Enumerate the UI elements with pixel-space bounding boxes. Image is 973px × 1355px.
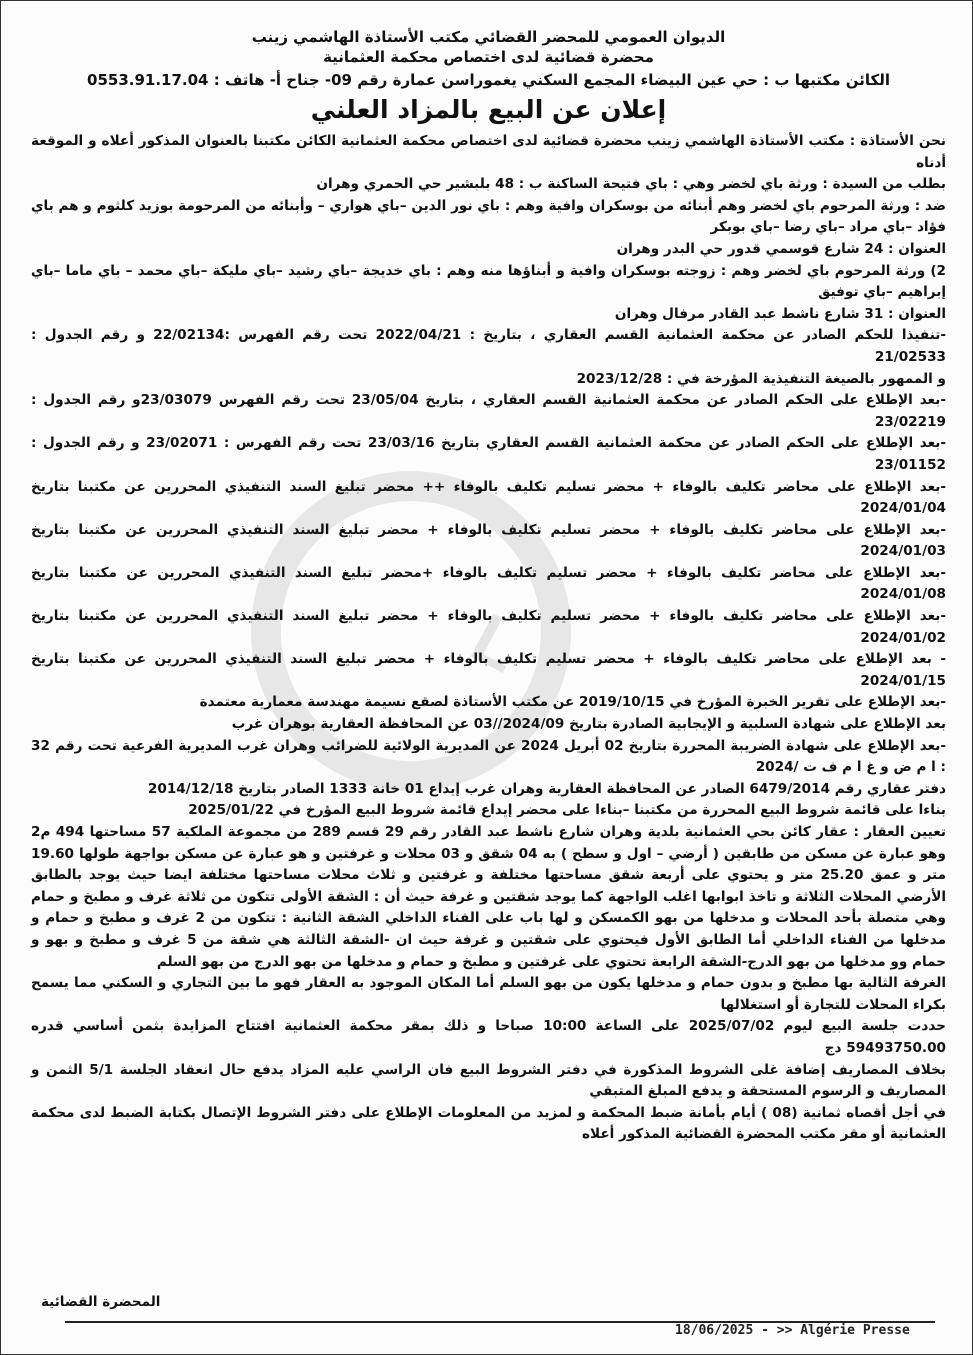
- office-address: الكائن مكتبها ب : حي عين البيضاء المجمع السكني يغموراسن عمارة رقم 09- جناح أ- هاتف : 0553.91.17.04: [87, 71, 890, 89]
- notice-paragraph: ضد : ورثة المرحوم باي لخضر وهم أبنائه من بوسكران وافية وهم : باي نور الدين –باي هواري – وأبنائه من المرحومة بوزيد كلثوم و هم باي فؤاد –باي مراد –باي رضا –باي بوبكر: [31, 197, 946, 236]
- notice-paragraph: -بعد الإطلاع على شهادة الضريبة المحررة بتاريخ 02 أبريل 2024 عن المديرية الولائية للضرائب وهران غرب المديرية الفرعية تحت رقم 32 : ا م ض و غ ا م ف ت /2024: [31, 737, 947, 776]
- notice-paragraph: الغرفة الثالية بها مطبخ و بدون حمام و مدخلها يكون من بهو السلم أما المكان الموجود به العقار فهو ما بين التجاري و السكني مما يسمح بكراء المحلات للتجارة أو استغلالها: [31, 975, 946, 1013]
- notice-content: [31, 27, 946, 1146]
- notice-paragraph: بخلاف المصاريف إضافة غلى الشروط المذكورة في دفتر الشروط البيع فان الراسي عليه المزاد يدفع حال انعقاد الجلسة 5/1 الثمن و المصاريف و الرسوم المستحقة و يدفع المبلغ المتبقي: [31, 1061, 946, 1100]
- office-name: الديوان العمومي للمحضر القضائي مكتب الأستاذة الهاشمي زينب: [251, 28, 726, 46]
- notice-paragraph: -بعد الإطلاع على محاضر تكليف بالوفاء + محضر تسليم تكليف بالوفاء + محضر تبليغ السند التنفيذي المحررين عن مكتبنا بتاريخ 2024/01/03: [31, 521, 946, 560]
- notice-paragraph: دفتر عقاري رقم 6479/2014 الصادر عن المحافظة العقارية وهران غرب إيداع 01 خانة 1333 الصادر بتاريخ 2014/12/18: [147, 780, 946, 797]
- footer-source: 18/06/2025 - >> Algérie Presse: [675, 1323, 910, 1338]
- notice-paragraph: -بعد الإطلاع على الحكم الصادر عن محكمة العثمانية القسم العقاري بتاريخ 23/03/16 تحت رقم الفهرس : 23/02071 و رقم الجدول : 23/01152: [31, 435, 946, 473]
- office-jurisdiction: محضرة قضائية لدى اختصاص محكمة العثمانية: [323, 48, 654, 66]
- watermark-logo: L: [129, 351, 854, 952]
- notice-paragraph: -بعد الإطلاع على محاضر تكليف بالوفاء + محضر تسليم تكليف بالوفاء +محضر تبليغ السند التنفيذي المحررين عن مكتبنا بتاريخ 2024/01/08: [31, 564, 946, 603]
- notice-paragraph: -بعد الإطلاع على تقرير الخبرة المؤرخ في 2019/10/15 عن مكتب الأستاذة لصقع نسيمة مهندسة معمارية معتمدة: [199, 694, 946, 711]
- notice-paragraph: تعيين العقار : عقار كائن بحي العثمانية بلدية وهران شارع ناشط عبد القادر رقم 29 قسم 289 من مجموعة الملكية 57 مساحتها 494 م2 وهو عبارة عن مسكن من طابقين ( أرضي – اول و سطح ) به 04 شقق و 03 محلات و غرفتين و هو عبارة عن مسكن بواجهة طولها 19.60 متر و عمق 25.20 متر و يحتوي على أربعة شقق مساحتها مختلفة و غرفتين و ثلاث محلات مساحتها مختلفة ايضا حيث يوجد بالطابق الأرضي المحلات الثلاثة و تاخذ ابوابها اغلب الواجهة كما يوجد شقتين و غرفة حيث أن : الشقة الأولى تتكون من ثلاثة غرف و مطبخ و حمام وهي متصلة بأحد المحلات و مدخلها من بهو الكمسكن و لها باب على الفناء الداخلي الشقة الثانية : تتكون من 2 غرف و مطبخ و حمام و مدخلها من الفناء الداخلي أما الطابق الأول فيحتوي على شقتين و غرفة حيث ان -الشقة الثالثة هي شقة من 5 غرف و مطبخ و بهو و حمام وو مدخلها من بهو الدرج-الشقة الرابعة تحتوي على غرفتين و مطبخ و حمام و مدخلها من بهو الدرج من بهو السلم: [31, 824, 947, 970]
- footer-bar: [65, 1321, 935, 1345]
- notice-paragraph: 2) ورثة المرحوم باي لخضر وهم : زوجته بوسكران وافية و أبناؤها منه وهم : باي خديجة –باي رشيد –باي مليكة –باي محمد – باي ماما –باي إبراهيم –باي توفيق: [31, 262, 946, 301]
- signature: المحضرة القضائية: [41, 1294, 161, 1310]
- notice-body: [31, 131, 946, 1146]
- notice-paragraph: بطلب من السيدة : ورثة باي لخضر وهي : باي فتيحة الساكنة ب : 48 بلبشير حي الحمري وهران: [316, 176, 946, 193]
- notice-paragraph: في أجل أقصاه ثمانية (08 ) أيام بأمانة ضبط المحكمة و لمزيد من المعلومات الإطلاع على دفتر الشروط الإتصال بكتابة الضبط لدى محكمة العثمانية أو مقر مكتب المحضرة القضائية المذكور أعلاه: [31, 1104, 946, 1143]
- notice-paragraph: العنوان : 24 شارع قوسمي قدور حي البدر وهران: [616, 240, 946, 257]
- notice-paragraph: بعد الإطلاع على شهادة السلبية و الإيجابية الصادرة بتاريخ 2024/09//03 عن المحافظة العقارية بوهران غرب: [231, 716, 946, 733]
- notice-paragraph: حددت جلسة البيع ليوم 2025/07/02 على الساعة 10:00 صباحا و ذلك بمقر محكمة العثمانية افتتاح المزايدة بثمن أساسي قدره 59493750.00 دج: [31, 1018, 946, 1056]
- notice-paragraph: نحن الأستاذة : مكتب الأستاذة الهاشمي زينب محضرة قضائية لدى اختصاص محكمة العثمانية الكائن مكتبنا بالعنوان المذكور أعلاه و الموقعة أدناه: [31, 133, 946, 171]
- notice-paragraph: -بعد الإطلاع على محاضر تكليف بالوفاء + محضر تسليم تكليف بالوفاء + محضر تبليغ السند التنفيذي المحررين عن مكتبنا بتاريخ 2024/01/02: [31, 608, 946, 646]
- notice-title: إعلان عن البيع بالمزاد العلني: [310, 95, 667, 124]
- notice-paragraph: -بعد الإطلاع على محاضر تكليف بالوفاء + محضر تسليم تكليف بالوفاء ++ محضر تبليغ السند التنفيذي المحررين عن مكتبنا بتاريخ 2024/01/04: [31, 478, 946, 517]
- notice-paragraph: - بعد الإطلاع على محاضر تكليف بالوفاء + محضر تسليم تكليف بالوفاء + محضر تبليغ السند التنفيذي المحررين عن مكتبنا بتاريخ 2024/01/15: [31, 651, 946, 689]
- notice-paragraph: -بعد الإطلاع على الحكم الصادر عن محكمة العثمانية القسم العقاري ، بتاريخ 23/05/04 تحت رقم الفهرس 23/03079و رقم الجدول : 23/02219: [31, 392, 946, 430]
- notice-paragraph: العنوان : 31 شارع ناشط عبد القادر مرفال وهران: [614, 305, 946, 322]
- notice-paragraph: -تنفيذا للحكم الصادر عن محكمة العثمانية القسم العقاري ، بتاريخ : 2022/04/21 تحت رقم الفهرس :22/02134 و رقم الجدول : 21/02533: [31, 327, 947, 365]
- notice-paragraph: و الممهور بالصيغة التنفيذية المؤرخة في : 2023/12/28: [576, 370, 946, 387]
- notice-paragraph: بناءا على قائمة شروط البيع المحررة من مكتبنا –بناءا على محضر إيداع قائمة شروط البيع المؤرخ في 2025/01/22: [188, 802, 946, 819]
